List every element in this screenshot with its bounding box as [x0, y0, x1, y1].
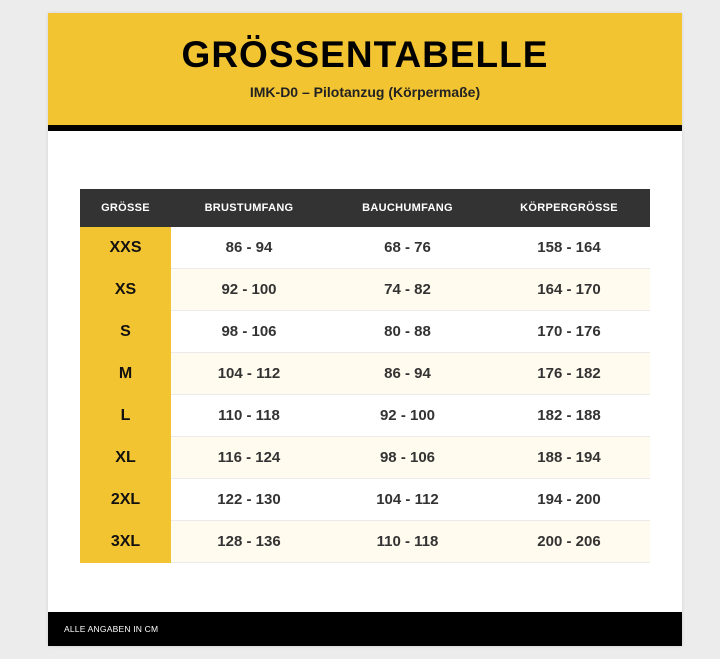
header-banner: [48, 13, 682, 131]
size-cell: 3XL: [80, 521, 171, 563]
footer-bar: [48, 612, 682, 646]
chest-cell: 98 - 106: [171, 311, 327, 353]
chest-cell: 116 - 124: [171, 437, 327, 479]
table-row: [80, 353, 650, 395]
height-cell: 170 - 176: [488, 311, 650, 353]
table-header-row: [80, 189, 650, 227]
column-header-height: KÖRPERGRÖSSE: [488, 189, 650, 227]
table-row: [80, 227, 650, 269]
chest-cell: 122 - 130: [171, 479, 327, 521]
height-cell: 176 - 182: [488, 353, 650, 395]
size-cell: 2XL: [80, 479, 171, 521]
column-header-chest: BRUSTUMFANG: [171, 189, 327, 227]
size-cell: XXS: [80, 227, 171, 269]
waist-cell: 68 - 76: [327, 227, 488, 269]
column-header-size: GRÖSSE: [80, 189, 171, 227]
height-cell: 164 - 170: [488, 269, 650, 311]
table-row: [80, 521, 650, 563]
height-cell: 200 - 206: [488, 521, 650, 563]
chest-cell: 110 - 118: [171, 395, 327, 437]
size-chart-card: [48, 13, 682, 646]
chest-cell: 104 - 112: [171, 353, 327, 395]
size-cell: M: [80, 353, 171, 395]
size-table: [80, 189, 650, 563]
waist-cell: 104 - 112: [327, 479, 488, 521]
table-row: [80, 311, 650, 353]
chest-cell: 128 - 136: [171, 521, 327, 563]
waist-cell: 86 - 94: [327, 353, 488, 395]
table-row: [80, 479, 650, 521]
page-subtitle: IMK-D0 – Pilotanzug (Körpermaße): [249, 84, 481, 100]
height-cell: 188 - 194: [488, 437, 650, 479]
table-row: [80, 437, 650, 479]
height-cell: 158 - 164: [488, 227, 650, 269]
page-title: GRÖSSENTABELLE: [181, 34, 549, 75]
height-cell: 182 - 188: [488, 395, 650, 437]
height-cell: 194 - 200: [488, 479, 650, 521]
column-header-waist: BAUCHUMFANG: [327, 189, 488, 227]
size-cell: XL: [80, 437, 171, 479]
size-cell: XS: [80, 269, 171, 311]
chest-cell: 92 - 100: [171, 269, 327, 311]
waist-cell: 92 - 100: [327, 395, 488, 437]
footer-note: ALLE ANGABEN IN CM: [64, 624, 159, 634]
waist-cell: 80 - 88: [327, 311, 488, 353]
table-row: [80, 269, 650, 311]
size-cell: S: [80, 311, 171, 353]
waist-cell: 74 - 82: [327, 269, 488, 311]
size-cell: L: [80, 395, 171, 437]
waist-cell: 110 - 118: [327, 521, 488, 563]
chest-cell: 86 - 94: [171, 227, 327, 269]
table-row: [80, 395, 650, 437]
waist-cell: 98 - 106: [327, 437, 488, 479]
